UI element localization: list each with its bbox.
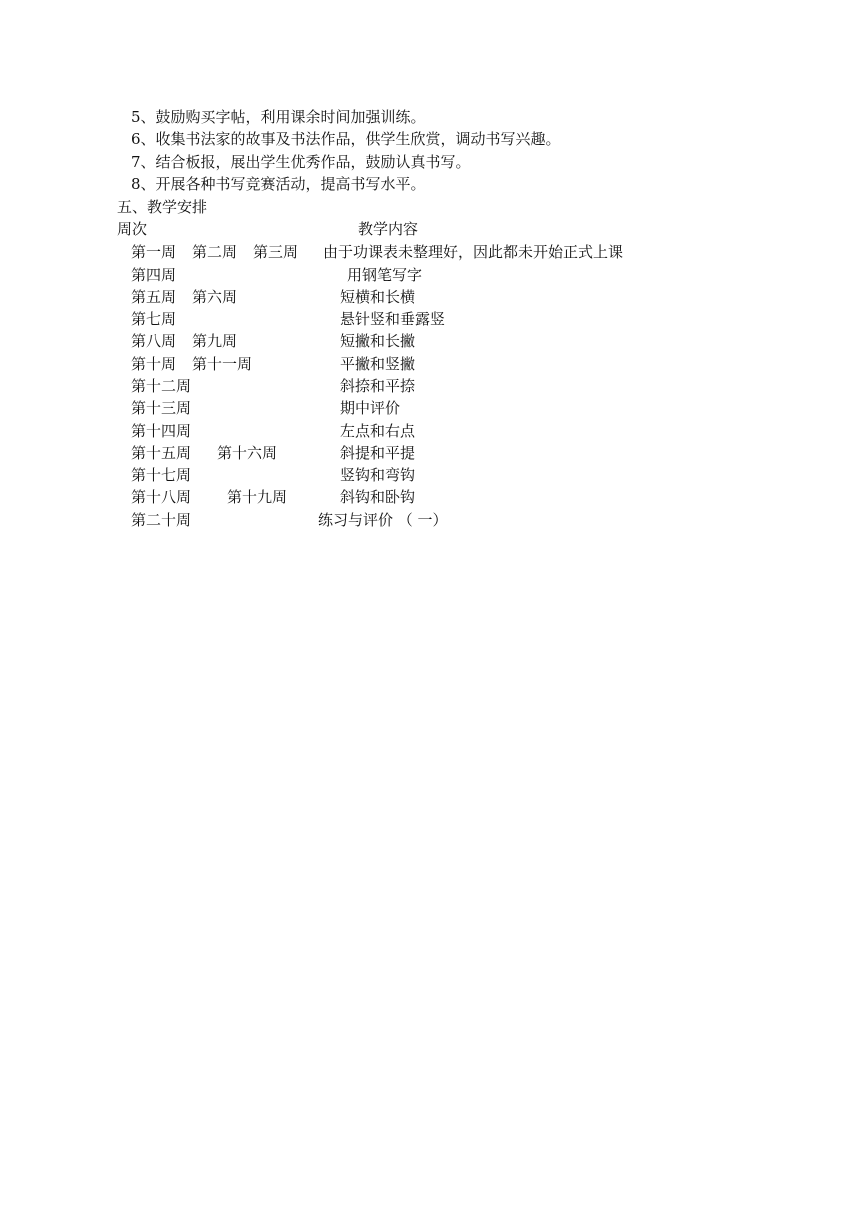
list-item: 6、收集书法家的故事及书法作品，供学生欣赏，调动书写兴趣。 [131,130,561,148]
table-row [131,353,731,375]
table-row [131,486,731,508]
section-title: 五、教学安排 [117,198,208,216]
week-label: 第九周 [192,332,238,350]
schedule-content: 由于功课表未整理好，因此都未开始正式上课 [323,243,624,261]
week-label: 第七周 [131,310,177,328]
content-column-header: 教学内容 [358,220,419,238]
week-label: 第十九周 [227,488,288,506]
week-label: 第一周 [131,243,177,261]
week-label: 第十七周 [131,466,192,484]
week-column-header: 周次 [117,220,148,238]
week-label: 第十四周 [131,422,192,440]
week-label: 第二十周 [131,511,192,529]
table-row [131,264,731,286]
week-label: 第六周 [192,288,238,306]
table-row [131,397,731,419]
schedule-content: 左点和右点 [340,422,416,440]
schedule-content: 用钢笔写字 [347,266,423,284]
table-row [131,464,731,486]
list-item: 8、开展各种书写竞赛活动，提高书写水平。 [131,175,426,193]
week-label: 第十周 [131,355,177,373]
table-row [131,308,731,330]
schedule-content: 短撇和长撇 [340,332,416,350]
table-row [131,241,731,263]
week-label: 第十五周 [131,444,192,462]
schedule-content: 竖钩和弯钩 [340,466,416,484]
schedule-content: 悬针竖和垂露竖 [340,310,446,328]
week-label: 第十二周 [131,377,192,395]
week-label: 第二周 [192,243,238,261]
schedule-content: 练习与评价 （ 一） [318,511,448,529]
schedule-content: 斜提和平提 [340,444,416,462]
week-label: 第十八周 [131,488,192,506]
table-row [131,286,731,308]
table-header [117,218,717,240]
week-label: 第十三周 [131,399,192,417]
schedule-content: 斜捺和平捺 [340,377,416,395]
week-label: 第十一周 [192,355,253,373]
table-row [131,509,731,531]
schedule-content: 斜钩和卧钩 [340,488,416,506]
table-row [131,375,731,397]
table-row [131,420,731,442]
schedule-content: 短横和长横 [340,288,416,306]
schedule-content: 平撇和竖撇 [340,355,416,373]
week-label: 第三周 [253,243,299,261]
list-item: 7、结合板报，展出学生优秀作品，鼓励认真书写。 [131,153,471,171]
week-label: 第十六周 [217,444,278,462]
list-item: 5、鼓励购买字帖，利用课余时间加强训练。 [131,108,426,126]
week-label: 第八周 [131,332,177,350]
table-row [131,330,731,352]
schedule-content: 期中评价 [340,399,401,417]
table-row [131,442,731,464]
week-label: 第四周 [131,266,177,284]
week-label: 第五周 [131,288,177,306]
